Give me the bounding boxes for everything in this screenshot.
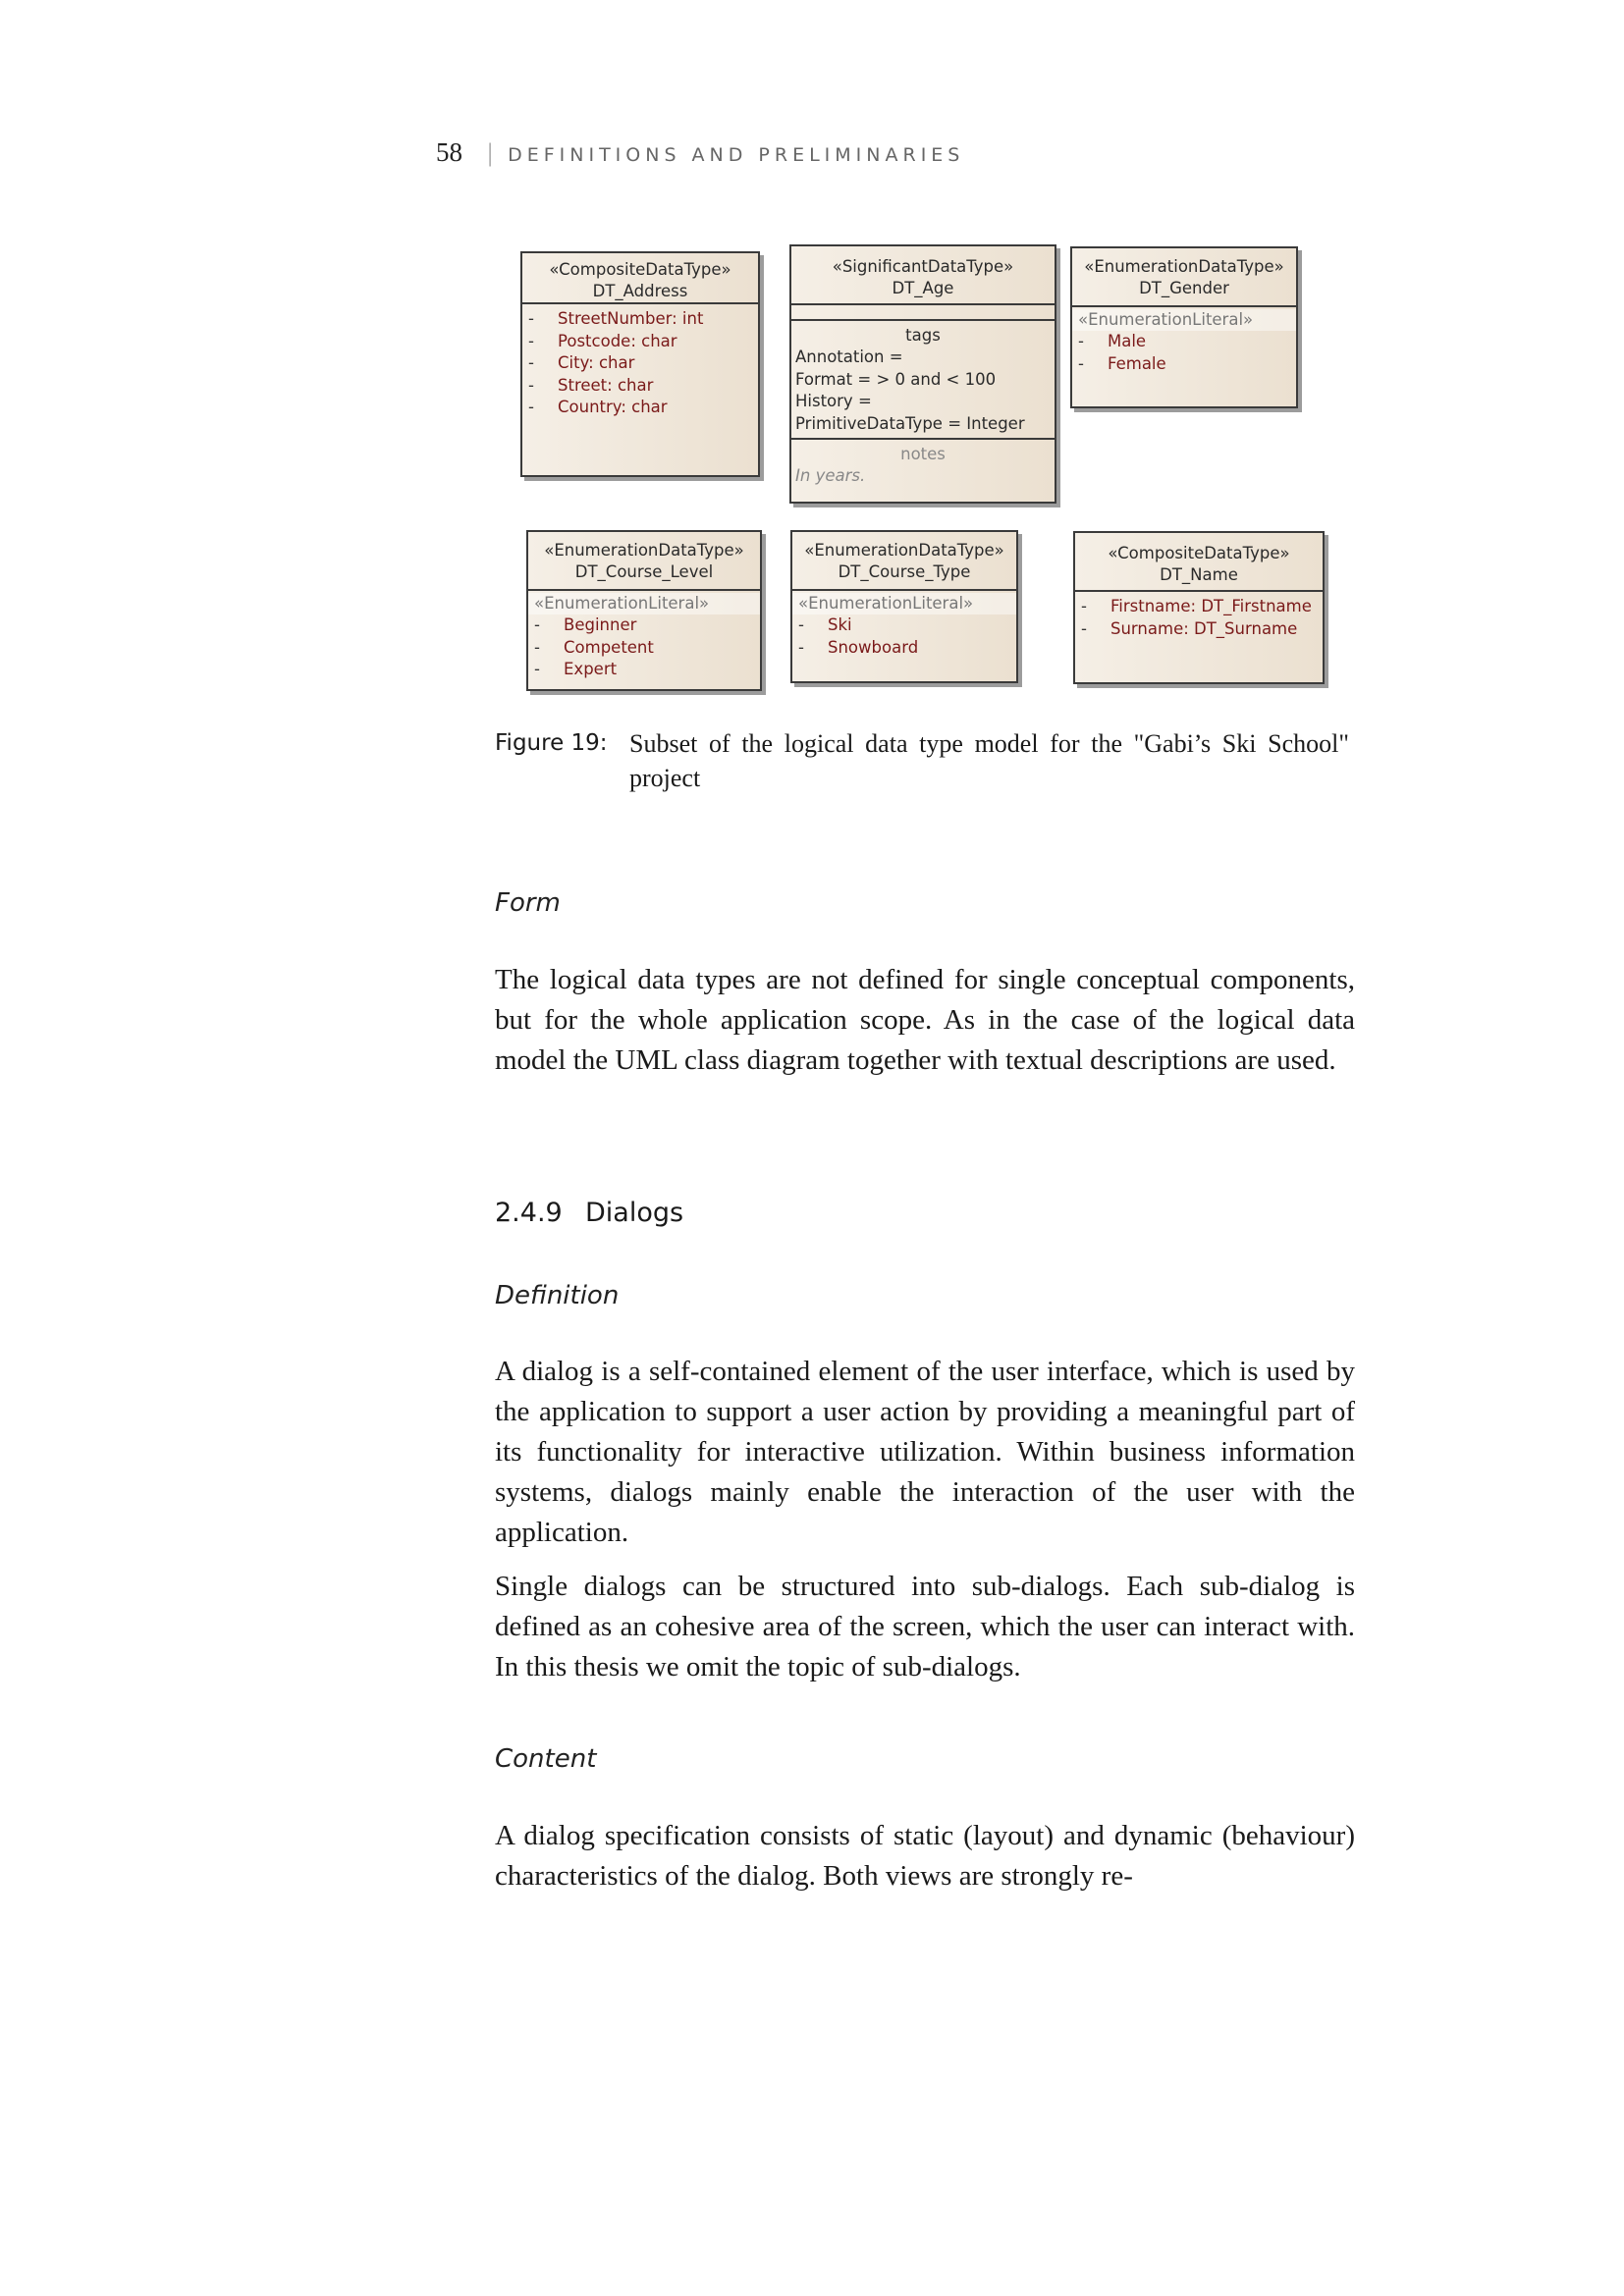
class-header	[1075, 533, 1323, 592]
attribute: Street: char	[558, 375, 654, 395]
definition-paragraph-1: A dialog is a self-contained element of the user interface, which is used by the application to support a user action by providing a meaningful part of its functionality for interactive utilization. Within business information systems, dialogs mainly enable the interaction of the user with the application.	[495, 1356, 1355, 1548]
class-stereotype: «EnumerationDataType»	[544, 541, 744, 560]
page-number: 58	[436, 137, 462, 167]
section-title: Dialogs	[585, 1198, 684, 1228]
attribute: Postcode: char	[558, 331, 677, 350]
class-stereotype: «CompositeDataType»	[1108, 544, 1290, 562]
definition-heading: Definition	[495, 1281, 620, 1310]
class-name: DT_Course_Level	[574, 562, 714, 581]
notes-section	[791, 440, 1055, 487]
tag-row: History =	[795, 392, 872, 410]
tags-title: tags	[905, 326, 941, 345]
class-stereotype: «EnumerationDataType»	[1084, 257, 1284, 276]
class-header	[522, 253, 758, 304]
attribute-list	[1075, 592, 1323, 640]
class-header	[1072, 248, 1296, 307]
literal: Competent	[564, 637, 654, 657]
form-heading: Form	[495, 888, 561, 918]
class-name: DT_Address	[592, 282, 688, 300]
literal-row: - Ski	[798, 615, 852, 634]
attribute-row: - Postcode: char	[528, 331, 677, 350]
literal: Snowboard	[828, 637, 919, 657]
literal-label: «EnumerationLiteral»	[1072, 309, 1296, 331]
uml-class-dt-course-type	[790, 530, 1018, 683]
form-paragraph: The logical data types are not defined for single conceptual components, but for the whole application scope. As in the case of the logical data model the UML class diagram together with textual descriptions are used.	[495, 964, 1355, 1076]
running-header	[436, 137, 964, 177]
section-number: 2.4.9	[495, 1198, 563, 1228]
attribute: Surname: DT_Surname	[1110, 618, 1298, 638]
empty-attribute-section	[791, 305, 1055, 321]
literal: Ski	[828, 615, 852, 634]
literal-row: - Female	[1078, 353, 1166, 373]
class-name: DT_Age	[892, 279, 954, 297]
uml-class-dt-age	[789, 244, 1056, 504]
attribute-row: - Firstname: DT_Firstname	[1081, 597, 1312, 615]
attribute-row: - Street: char	[528, 375, 654, 395]
class-header	[791, 246, 1055, 305]
literal-label: «EnumerationLiteral»	[792, 593, 1016, 614]
literal-row: - Beginner	[534, 615, 637, 634]
tags-section	[791, 321, 1055, 440]
notes-title: notes	[900, 445, 946, 463]
chapter-title: DEFINITIONS AND PRELIMINARIES	[508, 144, 965, 166]
section-heading	[495, 1198, 683, 1228]
attribute-list	[522, 304, 758, 419]
literal: Beginner	[564, 615, 637, 634]
class-name: DT_Gender	[1139, 279, 1229, 297]
literal-row: - Expert	[534, 660, 618, 678]
definition-paragraph-2: Single dialogs can be structured into sub-dialogs. Each sub-dialog is defined as an cohesive area of the screen, which the user can interact with. In this thesis we omit the topic of sub-dialogs.	[495, 1571, 1355, 1682]
caption-label: Figure 19:	[495, 730, 608, 756]
literal-row: - Male	[1078, 332, 1147, 350]
attribute-row: - City: char	[528, 353, 635, 372]
tag-row: PrimitiveDataType = Integer	[795, 413, 1025, 433]
attribute-row: - Country: char	[528, 398, 668, 416]
header-separator: |	[486, 139, 495, 167]
literal: Female	[1108, 353, 1166, 373]
tag-row: Annotation =	[795, 347, 903, 366]
class-stereotype: «EnumerationDataType»	[804, 541, 1004, 560]
literal-row: - Competent	[534, 637, 654, 657]
literal: Expert	[564, 660, 618, 678]
uml-class-dt-name	[1073, 531, 1325, 684]
figure-caption	[495, 726, 1349, 795]
uml-class-dt-gender	[1070, 246, 1298, 408]
class-header	[528, 532, 760, 591]
note-text: In years.	[795, 466, 866, 485]
class-stereotype: «CompositeDataType»	[549, 260, 731, 279]
attribute: Country: char	[558, 398, 668, 416]
content-heading: Content	[495, 1744, 597, 1774]
tag-row: Format = > 0 and < 100	[795, 369, 997, 389]
attribute: Firstname: DT_Firstname	[1110, 597, 1312, 615]
caption-text: Subset of the logical data type model for the "Gabi’s Ski School" project	[629, 729, 1349, 792]
literal-row: - Snowboard	[798, 637, 919, 657]
literal: Male	[1108, 332, 1147, 350]
attribute: City: char	[558, 353, 635, 372]
uml-class-dt-address	[520, 251, 760, 477]
uml-class-dt-course-level	[526, 530, 762, 691]
literal-label: «EnumerationLiteral»	[528, 593, 760, 614]
content-paragraph: A dialog specification consists of static (layout) and dynamic (behaviour) characteristics of the dialog. Both views are strongly re-	[495, 1820, 1355, 1892]
class-name: DT_Name	[1160, 565, 1238, 584]
class-stereotype: «SignificantDataType»	[832, 257, 1014, 276]
attribute-row: - StreetNumber: int	[528, 309, 704, 328]
attribute-row: - Surname: DT_Surname	[1081, 618, 1298, 638]
attribute: StreetNumber: int	[558, 309, 704, 328]
class-header	[792, 532, 1016, 591]
class-name: DT_Course_Type	[838, 562, 971, 581]
